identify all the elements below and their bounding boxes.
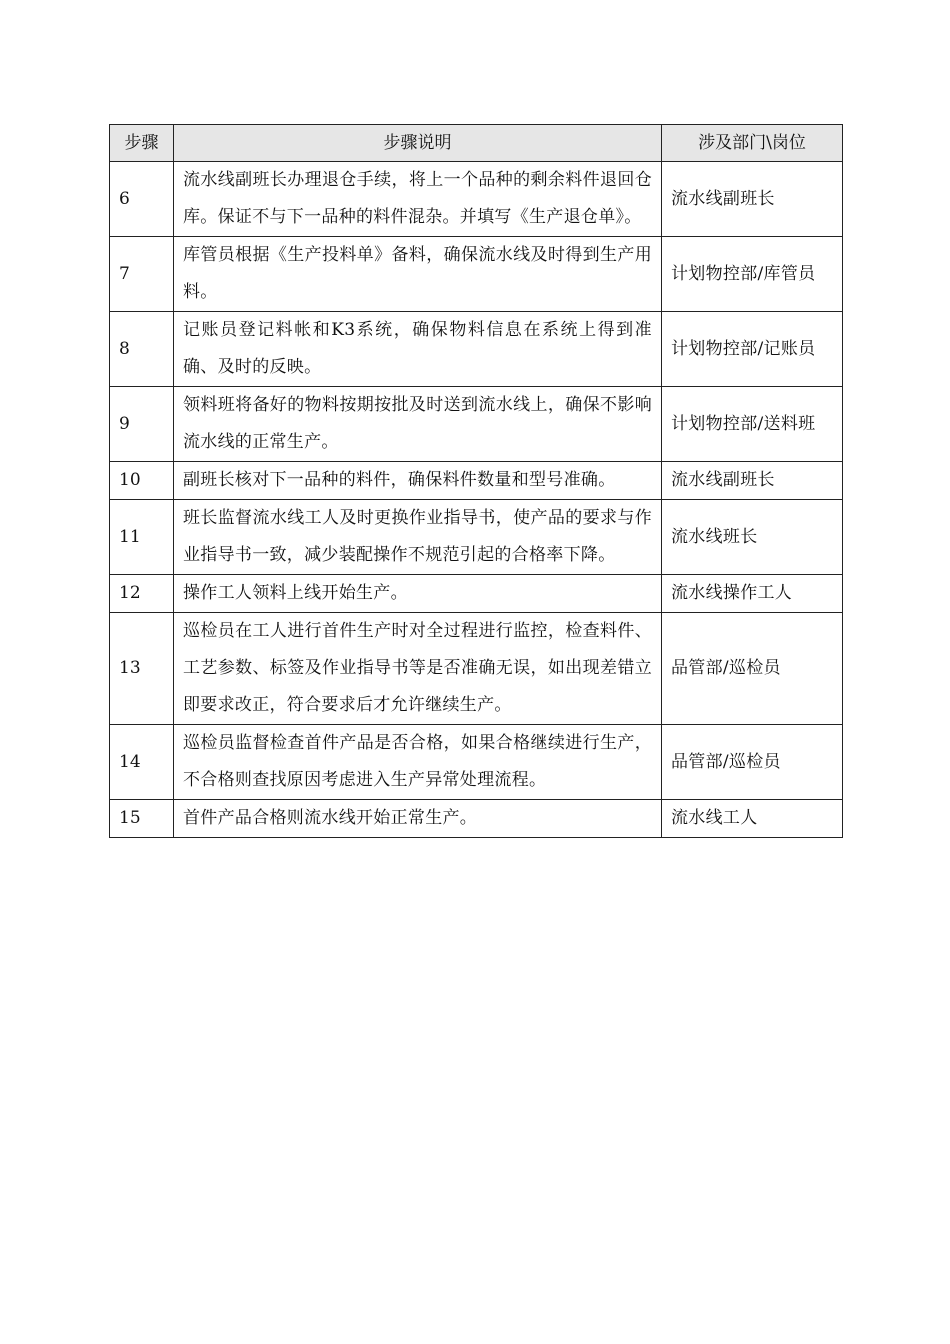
step-number: 8: [110, 312, 174, 387]
step-department: 计划物控部/送料班: [662, 387, 843, 462]
step-number: 7: [110, 237, 174, 312]
step-department: 流水线副班长: [662, 462, 843, 500]
step-department: 计划物控部/库管员: [662, 237, 843, 312]
header-description: 步骤说明: [174, 125, 662, 162]
table-row: [110, 800, 843, 838]
step-description: 记账员登记料帐和K3系统，确保物料信息在系统上得到准确、及时的反映。: [174, 312, 662, 387]
step-department: 品管部/巡检员: [662, 613, 843, 725]
step-department: 流水线操作工人: [662, 575, 843, 613]
step-number: 15: [110, 800, 174, 838]
header-department: 涉及部门\岗位: [662, 125, 843, 162]
step-number: 13: [110, 613, 174, 725]
table-row: [110, 500, 843, 575]
table-row: [110, 387, 843, 462]
step-department: 流水线班长: [662, 500, 843, 575]
step-number: 12: [110, 575, 174, 613]
process-steps-table: [109, 124, 843, 838]
table-row: [110, 162, 843, 237]
step-department: 计划物控部/记账员: [662, 312, 843, 387]
table-row: [110, 725, 843, 800]
header-step: 步骤: [110, 125, 174, 162]
step-description: 领料班将备好的物料按期按批及时送到流水线上，确保不影响流水线的正常生产。: [174, 387, 662, 462]
step-description: 首件产品合格则流水线开始正常生产。: [174, 800, 662, 838]
step-description: 操作工人领料上线开始生产。: [174, 575, 662, 613]
step-description: 库管员根据《生产投料单》备料，确保流水线及时得到生产用料。: [174, 237, 662, 312]
table-header-row: [110, 125, 843, 162]
step-department: 品管部/巡检员: [662, 725, 843, 800]
step-department: 流水线工人: [662, 800, 843, 838]
table-row: [110, 237, 843, 312]
step-description: 巡检员在工人进行首件生产时对全过程进行监控，检查料件、工艺参数、标签及作业指导书等是否准确无误，如出现差错立即要求改正，符合要求后才允许继续生产。: [174, 613, 662, 725]
step-number: 14: [110, 725, 174, 800]
step-description: 副班长核对下一品种的料件，确保料件数量和型号准确。: [174, 462, 662, 500]
table-row: [110, 613, 843, 725]
step-number: 9: [110, 387, 174, 462]
table-row: [110, 462, 843, 500]
step-description: 流水线副班长办理退仓手续，将上一个品种的剩余料件退回仓库。保证不与下一品种的料件混杂。并填写《生产退仓单》。: [174, 162, 662, 237]
step-description: 班长监督流水线工人及时更换作业指导书，使产品的要求与作业指导书一致，减少装配操作不规范引起的合格率下降。: [174, 500, 662, 575]
step-number: 10: [110, 462, 174, 500]
table-row: [110, 575, 843, 613]
step-number: 6: [110, 162, 174, 237]
step-number: 11: [110, 500, 174, 575]
step-department: 流水线副班长: [662, 162, 843, 237]
step-description: 巡检员监督检查首件产品是否合格，如果合格继续进行生产，不合格则查找原因考虑进入生产异常处理流程。: [174, 725, 662, 800]
table-row: [110, 312, 843, 387]
